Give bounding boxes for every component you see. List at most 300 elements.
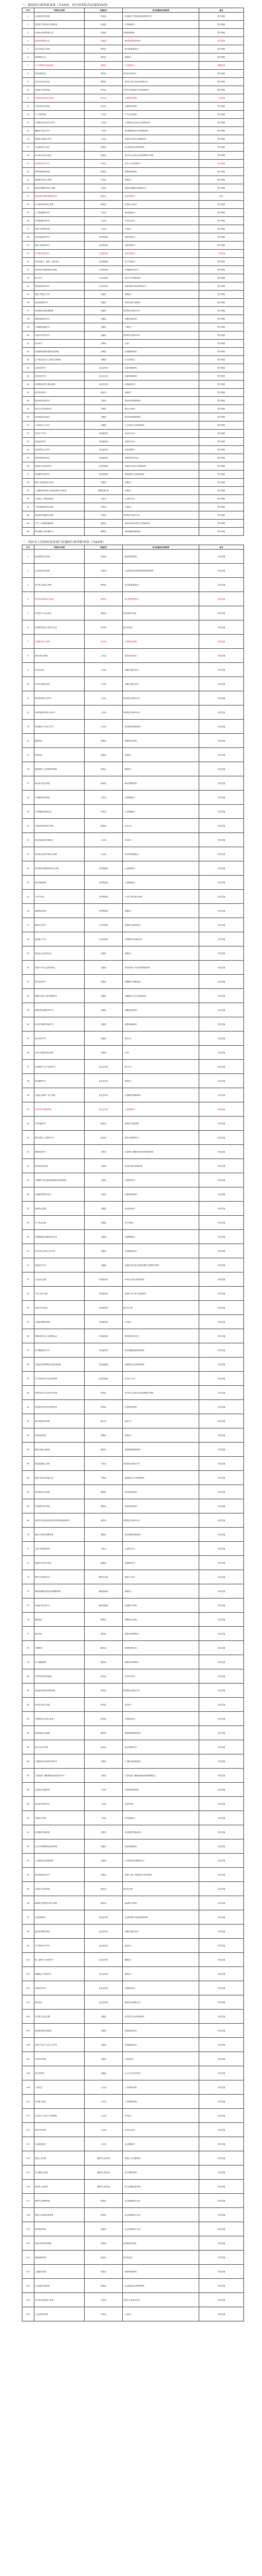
cell-name: 食品小作坊登记 [34,1301,85,1315]
cell-no: 18 [22,152,34,160]
cell-name: 拖拉机驾驶证核发 [34,1925,85,1939]
table-row [22,315,244,323]
cell-name: 校外培训机构设立审批 [34,592,85,606]
cell-no: 63 [22,520,34,528]
table-row [22,528,244,536]
table-row [22,1811,244,1825]
cell-way: 市县实施 [199,2010,244,2024]
cell-no: 100 [22,1953,34,1967]
cell-scope: 《律师法》 [123,176,199,184]
cell-scope: 《渔业法》 [123,1939,199,1953]
cell-way: 暂予保留 [199,487,244,495]
cell-way: 市县实施 [199,1145,244,1159]
table-row [22,1740,244,1754]
cell-way: 市县实施 [199,1485,244,1499]
cell-way: 市县实施 [199,1825,244,1839]
cell-dept: 自然资源局 [85,890,123,904]
cell-scope: 《建筑法》 [123,291,199,299]
cell-no: 3 [22,578,34,592]
table-row [22,217,244,225]
cell-scope: 《税收征收管理法》 [123,1627,199,1641]
cell-no: 31 [22,258,34,266]
cell-name: 防雷装置竣工验收 [34,1457,85,1471]
cell-no: 89 [22,1797,34,1811]
cell-dept: 科技局 [85,606,123,620]
cell-dept: 人社局 [85,2137,123,2151]
cell-way: 市县实施 [199,1839,244,1854]
cell-no: 15 [22,748,34,762]
cell-scope: 《农业机械安全监督管理条例》 [123,1910,199,1925]
cell-no: 59 [22,1372,34,1386]
header-name: 审批项目名称 [34,545,85,550]
cell-scope: 《畜牧法》 [123,1953,199,1967]
table-row [22,748,244,762]
cell-dept: 自然资源局 [85,904,123,918]
cell-way: 暂予保留 [199,348,244,356]
cell-dept: 市场监管局 [85,1287,123,1301]
cell-no: 54 [22,446,34,454]
cell-no: 121 [22,2251,34,2265]
cell-dept: 民宗局 [85,635,123,649]
cell-scope: 国务院决定第412号 [123,331,199,340]
cell-way: 市县实施 [199,1584,244,1598]
cell-dept: 人社局 [85,217,123,225]
cell-dept: 市场监管局 [85,454,123,462]
cell-scope: 《社会保险法》 [123,2137,199,2151]
cell-way: 市县实施 [199,1769,244,1783]
cell-name: 建筑工程施工许可 [34,291,85,299]
cell-way: 市县实施 [199,1003,244,1017]
cell-scope: 《城乡规划法》 [123,242,199,250]
cell-no: 40 [22,331,34,340]
table-row [22,2265,244,2279]
cell-dept: 民政局 [85,168,123,176]
cell-name: 出版物零售单位设立 [34,1187,85,1202]
cell-scope: 《宗教事务条例》 [123,94,199,102]
cell-no: 6 [22,620,34,635]
table-row [22,791,244,805]
cell-scope: 《劳动法》 [123,225,199,233]
cell-scope: 《全民健身条例》 [123,1400,199,1414]
cell-scope: 《娱乐场所管理条例》 [123,397,199,405]
cell-dept: 农业农村局 [85,364,123,372]
table-row [22,29,244,37]
cell-scope: 《矿产资源法》 [123,258,199,266]
cell-dept: 市场监管局 [85,1272,123,1287]
table-row [22,37,244,45]
cell-no: 95 [22,1882,34,1896]
table-row [22,209,244,217]
cell-no: 78 [22,1641,34,1655]
cell-dept: 农业农村局 [85,1981,123,1995]
cell-no: 117 [22,2194,34,2208]
table-row [22,430,244,438]
cell-dept: 体育局 [85,1400,123,1414]
table-row [22,86,244,94]
table-row [22,2236,244,2251]
table-row [22,1995,244,2010]
cell-way: 市县实施 [199,1372,244,1386]
cell-scope: 地方性规定 [123,2251,199,2265]
cell-way: 市县实施 [199,1868,244,1882]
table-row [22,462,244,470]
table-row [22,1499,244,1513]
cell-name: 生产建设项目水土保持方案审批 [34,356,85,364]
cell-scope: 地方性法规 [123,1882,199,1896]
cell-no: 8 [22,649,34,663]
cell-way: 市县实施 [199,1542,244,1556]
cell-dept: 文旅局 [85,1187,123,1202]
cell-way: 市县实施 [199,2038,244,2052]
cell-way: 暂予保留 [199,217,244,225]
cell-scope: 《国务院关于投资体制改革的决定》 [123,13,199,21]
cell-scope: 《电信条例》 [123,1797,199,1811]
cell-way: 市县实施 [199,691,244,705]
table-row [22,2080,244,2095]
header-dept: 实施机关 [85,545,123,550]
table-row [22,2180,244,2194]
cell-no: 37 [22,1060,34,1074]
cell-no: 52 [22,1272,34,1287]
cell-dept: 税务局 [85,1627,123,1641]
table-row [22,70,244,78]
cell-name: 渔业捕捞许可 [34,1074,85,1088]
cell-way: 市县实施 [199,1187,244,1202]
cell-name: 建设工程消防设计审查 [34,479,85,487]
table-row [22,152,244,160]
cell-no: 45 [22,372,34,381]
cell-way: 市县实施 [199,1216,244,1230]
cell-scope: 《注册会计师法》 [123,201,199,209]
cell-name: 非药品类易制毒化学品经营备案 [34,1358,85,1372]
cell-scope: 《农药管理条例》 [123,364,199,372]
table-row [22,1301,244,1315]
cell-scope: 《烟花爆竹安全管理条例》 [123,470,199,479]
cell-name: 人民调解员资格认定 [34,805,85,819]
cell-scope: 《快递暂行条例》 [123,1598,199,1613]
cell-scope: 《社会救助暂行办法》 [123,2208,199,2222]
cell-no: 60 [22,495,34,503]
cell-no: 80 [22,1669,34,1684]
cell-dept: 文旅局 [85,397,123,405]
table-row [22,1953,244,1967]
cell-dept: 人社局 [85,2080,123,2095]
cell-no: 24 [22,876,34,890]
cell-way: 市县实施 [199,1740,244,1754]
cell-scope: 《大型群众性活动安全管理条例》 [123,119,199,127]
cell-scope: 《粮食流通管理条例》 [123,1443,199,1457]
table-row [22,348,244,356]
cell-scope: 《统计法》 [123,1414,199,1428]
cell-dept: 林业局 [85,389,123,397]
cell-way: 市县实施 [199,720,244,734]
cell-dept: 卫健委 [85,2066,123,2080]
cell-name: 体育类民办非企业单位审查 [34,1386,85,1400]
cell-scope: 《城镇排水与污水处理条例》 [123,989,199,1003]
cell-name: 砍伐城市树木审批 [34,1499,85,1513]
cell-no: 65 [22,1457,34,1471]
table-row [22,1513,244,1528]
cell-no: 26 [22,217,34,225]
cell-name: 河道管理范围内建设项目审批 [34,348,85,356]
table-row [22,495,244,503]
cell-no: 28 [22,233,34,242]
cell-scope: 《宗教事务条例》 [123,102,199,111]
cell-no: 21 [22,833,34,847]
table-row [22,635,244,649]
cell-scope: 《港口法》 [123,1031,199,1046]
cell-dept: 农业农村局 [85,1060,123,1074]
cell-no: 62 [22,511,34,520]
cell-scope: 国务院决定第412号 [123,1457,199,1471]
cell-name: 人防工程拆除审批 [34,1542,85,1556]
cell-name: 公路超限运输许可 [34,323,85,331]
table-row [22,184,244,192]
table-row [22,2307,244,2321]
cell-no: 99 [22,1939,34,1953]
cell-way: 暂予保留 [199,274,244,282]
cell-no: 71 [22,1542,34,1556]
cell-name: 不动产登记 [34,890,85,904]
cell-name: 民族成分变更审批 [34,86,85,94]
cell-way: 暂予保留 [199,242,244,250]
cell-scope: 《城市道路管理条例》 [123,1528,199,1542]
cell-dept: 住建局 [85,1825,123,1839]
cell-scope: 《就业促进法》 [123,209,199,217]
cell-dept: 住建局 [85,291,123,299]
cell-dept: 税务局 [85,1655,123,1669]
cell-name: 企业登记注册 [34,1272,85,1287]
cell-no: 55 [22,454,34,462]
table-header-row [22,8,244,13]
cell-way: 市县实施 [199,1627,244,1641]
cell-no: 75 [22,1598,34,1613]
table-row [22,479,244,487]
cell-dept: 财政局 [85,192,123,201]
cell-name: 职业病诊断机构批准 [34,2024,85,2038]
cell-no: 90 [22,1811,34,1825]
cell-no: 38 [22,1074,34,1088]
cell-no: 50 [22,413,34,421]
cell-no: 32 [22,266,34,274]
cell-scope: 《政府采购法》 [123,192,199,201]
cell-no: 11 [22,94,34,102]
table-row [22,1230,244,1244]
table-row [22,282,244,291]
cell-name: 固定资产投资项目节能审查 [34,21,85,29]
cell-name: 居民身份证核发 [34,649,85,663]
cell-dept: 文旅局 [85,1159,123,1173]
table-row [22,1216,244,1230]
cell-name: 医疗器械经营许可 [34,1343,85,1358]
cell-name: 劳务派遣经营许可 [34,217,85,225]
cell-dept: 卫健委 [85,413,123,421]
table-row [22,438,244,446]
cell-scope: 《森林防火条例》 [123,1896,199,1910]
cell-way: 暂予保留 [199,233,244,242]
cell-scope: 《畜牧法》 [123,1967,199,1981]
cell-name: 政府采购代理机构资格认定 [34,192,85,201]
cell-way: 暂予保留 [199,225,244,233]
cell-name: 食品经营许可 [34,438,85,446]
cell-no: 98 [22,1925,34,1939]
cell-dept: 市场监管局 [85,438,123,446]
table-row [22,307,244,315]
cell-name: 高龄津贴审批 [34,2251,85,2265]
table-row [22,1925,244,1939]
cell-scope: 《民办教育促进法》 [123,45,199,53]
cell-way: 市县实施 [199,918,244,932]
table-row [22,2066,244,2080]
cell-scope: 《危险化学品安全管理条例》 [123,462,199,470]
cell-way: 市县实施 [199,1400,244,1414]
cell-scope: 《出版管理条例》 [123,1187,199,1202]
cell-no: 13 [22,111,34,119]
cell-way: 暂予保留 [199,479,244,487]
table-row [22,1967,244,1981]
table-row [22,1088,244,1102]
cell-name: 乡村医生执业注册 [34,2010,85,2024]
cell-way: 暂予保留 [199,45,244,53]
cell-scope: 《拍卖法》 [123,1698,199,1712]
cell-name: 特种设备使用登记 [34,454,85,462]
cell-way: 市县实施 [199,2123,244,2137]
cell-no: 120 [22,2236,34,2251]
table-row [22,705,244,720]
cell-no: 86 [22,1754,34,1769]
cell-no: 61 [22,1400,34,1414]
cell-no: 14 [22,734,34,748]
table-row [22,201,244,209]
cell-way: 市县实施 [199,819,244,833]
cell-scope: 《放射性同位素与射线装置安全和防护条例》 [123,1258,199,1272]
cell-scope: 《市场主体登记管理条例》 [123,1272,199,1287]
cell-no: 25 [22,209,34,217]
cell-scope: 《医疗机构管理条例》 [123,413,199,421]
cell-no: 76 [22,1613,34,1627]
cell-no: 114 [22,2151,34,2165]
cell-name: 道路运输经营许可 [34,315,85,323]
cell-no: 48 [22,1216,34,1230]
cell-scope: 《城市房地产开发经营管理条例》 [123,961,199,975]
cell-dept: 工信局 [85,1811,123,1825]
cell-name: 烟花爆竹经营许可 [34,470,85,479]
cell-way: 市县实施 [199,1131,244,1145]
cell-way: 市县实施 [199,1570,244,1584]
cell-name: 快递业务经营许可 [34,1598,85,1613]
cell-way: 暂予保留 [199,209,244,217]
cell-scope: 《特种设备安全法》 [123,1329,199,1343]
cell-way: 暂予保留 [199,372,244,381]
cell-name: 建筑业企业资质认定 [34,946,85,961]
cell-name: 地名命名更名审批 [34,776,85,791]
cell-way: 市县实施 [199,2095,244,2109]
cell-dept: 教育局 [85,578,123,592]
cell-dept: 住建局 [85,299,123,307]
table-row [22,2123,244,2137]
cell-no: 35 [22,291,34,299]
cell-no: 22 [22,847,34,861]
cell-dept: 林业局 [85,1896,123,1910]
cell-no: 67 [22,1485,34,1499]
cell-scope: 全国人大常委会决定 [123,2293,199,2307]
table-row [22,1726,244,1740]
cell-scope: 《土地管理法》 [123,876,199,890]
table-row [22,1414,244,1428]
cell-no: 5 [22,606,34,620]
cell-name: 木材运输许可 [34,1117,85,1131]
cell-name: 宗教活动场所设立审批 [34,94,85,102]
table-row [22,1471,244,1485]
cell-name: 大型宗教活动审批 [34,102,85,111]
cell-scope: 《通用航空飞行管制条例》 [123,1471,199,1485]
cell-way: 改为备案 [199,160,244,168]
cell-way: 市县实施 [199,1301,244,1315]
cell-scope: 《劳动法》 [123,833,199,847]
cell-scope: 《药品管理法》 [123,446,199,454]
table-row [22,1981,244,1995]
cell-way: 市县实施 [199,1414,244,1428]
cell-way: 暂予保留 [199,340,244,348]
table-row [22,663,244,677]
cell-name: 动物诊疗许可 [34,1981,85,1995]
cell-no: 111 [22,2109,34,2123]
cell-scope: 《公共租赁住房管理办法》 [123,1854,199,1868]
cell-no: 57 [22,470,34,479]
cell-way: 暂予保留 [199,258,244,266]
cell-dept: 城管局 [85,1499,123,1513]
cell-dept: 农业农村局 [85,1074,123,1088]
cell-no: 28 [22,932,34,946]
cell-no: 110 [22,2095,34,2109]
cell-no: 115 [22,2165,34,2180]
cell-way: 市县实施 [199,904,244,918]
table-row [22,1117,244,1131]
cell-dept: 生态环境局 [85,932,123,946]
cell-name: 公证员执业审核 [34,2307,85,2321]
cell-dept: 水利局 [85,348,123,356]
cell-scope: 《军人抚恤优待条例》 [123,2180,199,2194]
table-row [22,520,244,528]
cell-name: 粮食仓储企业备案 [34,1443,85,1457]
cell-name: 拍卖企业设立审批 [34,1698,85,1712]
table-row [22,1031,244,1046]
cell-no: 17 [22,776,34,791]
cell-no: 4 [22,592,34,606]
cell-way: 市县实施 [199,550,244,564]
table-row [22,487,244,495]
table-row [22,1159,244,1173]
cell-scope: 国务院决定第412号 [123,1684,199,1698]
section-1-body [22,13,244,536]
cell-dept: 烟草专卖局 [85,1570,123,1584]
cell-dept: 发改委 [85,13,123,21]
cell-name: 法律援助申请审批 [34,791,85,805]
table-row [22,1358,244,1372]
cell-no: 33 [22,1003,34,1017]
cell-name: 水利工程建设项目审批 [34,1046,85,1060]
cell-way: 暂予保留 [199,143,244,152]
table-row [22,266,244,274]
cell-scope: 《档案法》 [123,1428,199,1443]
cell-way: 市县实施 [199,2052,244,2066]
cell-scope: 《传染病防治法》 [123,1244,199,1258]
cell-name: 辐射安全许可 [34,918,85,932]
cell-name: 文物保护单位建设控制地带内建设审批 [34,1173,85,1187]
cell-dept: 公安局 [85,705,123,720]
cell-name: 中医诊所备案 [34,2052,85,2066]
cell-dept: 文旅局 [85,1754,123,1769]
